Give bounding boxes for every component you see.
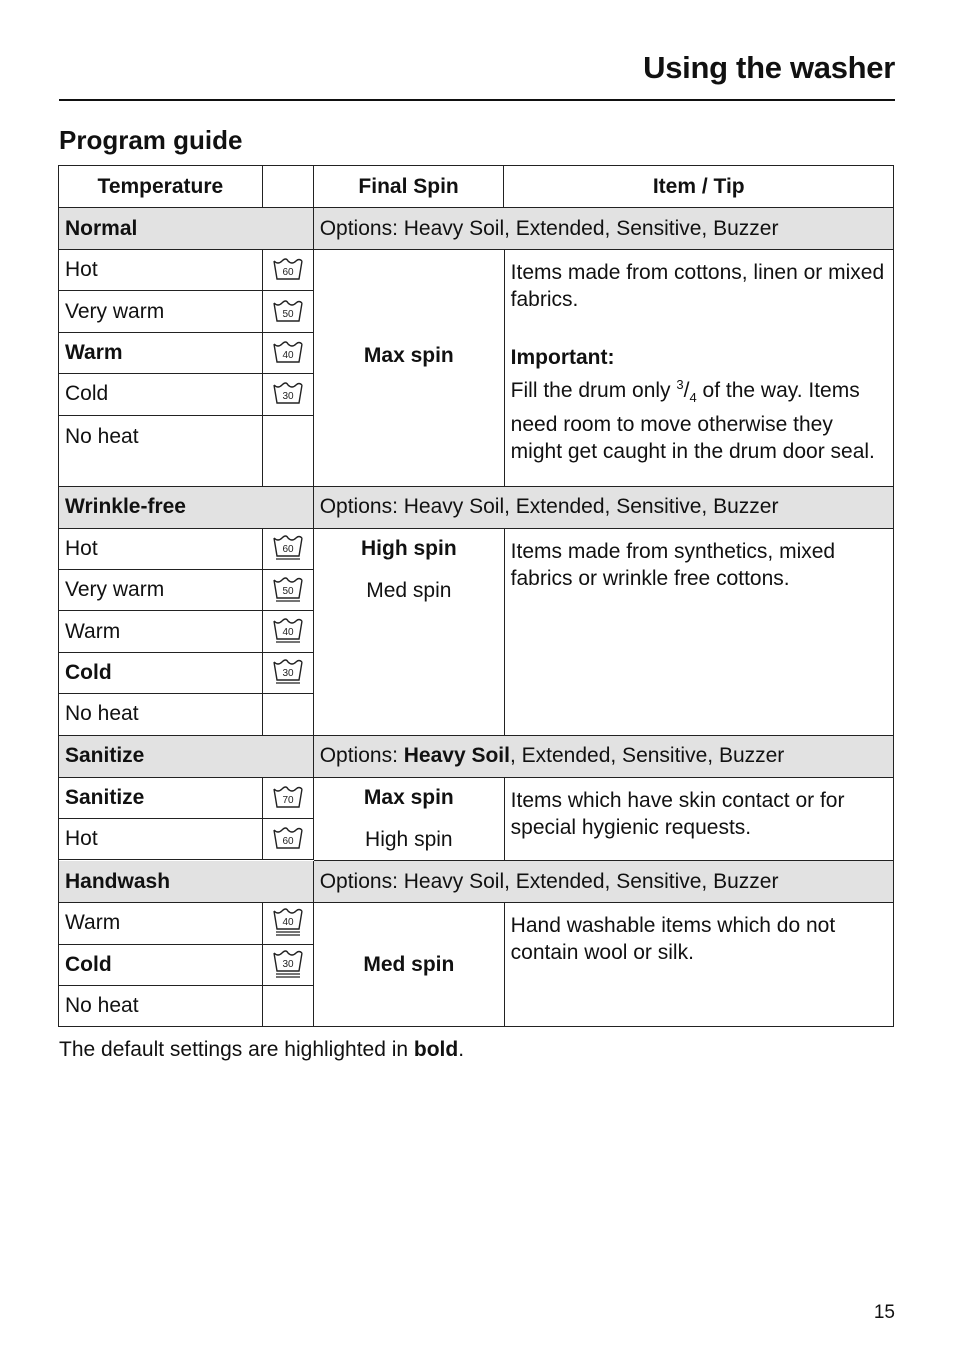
page-number: 15: [873, 1302, 895, 1323]
item-tip-cell: [505, 250, 894, 487]
program-block-handwash: [59, 903, 894, 1027]
program-name: Normal: [59, 208, 314, 250]
wash-temp-number: 30: [282, 958, 294, 970]
wash-tub-symbol: [272, 382, 304, 406]
wash-tub-symbol: [272, 300, 304, 324]
wash-temp-icon-empty: [263, 694, 314, 735]
wash-tub-symbol: [272, 950, 304, 980]
wash-temp-number: 50: [282, 585, 294, 597]
temp-row: [59, 819, 314, 860]
wash-temp-icon: [263, 374, 314, 415]
wash-temp-icon: [263, 945, 314, 986]
tip-text: Hand washable items which do not contain wool or silk.: [510, 914, 836, 965]
wash-temp-number: 50: [282, 308, 294, 320]
wash-temp-number: 30: [282, 391, 294, 403]
column-header-final-spin: Final Spin: [314, 166, 505, 208]
options-list: Heavy Soil, Extended, Sensitive, Buzzer: [403, 869, 779, 893]
item-tip-cell: [505, 903, 894, 1027]
item-tip-cell: [505, 778, 894, 862]
important-label: Important:: [510, 346, 615, 369]
wash-temp-icon-empty: [263, 986, 314, 1027]
options-prefix: Options:: [319, 869, 404, 893]
wash-tub-symbol: [272, 908, 304, 938]
temp-label: Cold: [59, 374, 263, 415]
temp-row: [59, 653, 314, 694]
options-prefix: Options:: [319, 216, 404, 240]
fraction-slash: /: [683, 379, 690, 402]
program-options: [314, 487, 894, 529]
temp-row: [59, 416, 314, 487]
wash-tub-symbol: [272, 618, 304, 645]
important-text-part: Fill the drum only: [510, 379, 677, 402]
temp-label-default: Cold: [59, 945, 263, 986]
wash-temp-number: 40: [282, 627, 294, 639]
wash-temp-icon: [263, 291, 314, 332]
temp-label: Very warm: [59, 291, 263, 332]
footnote: [59, 1038, 464, 1062]
footnote-period: .: [458, 1038, 465, 1061]
wash-tub-symbol: [272, 659, 304, 686]
tip-text: Items made from cottons, linen or mixed fabrics.: [510, 261, 885, 311]
temp-row: [59, 903, 314, 944]
temp-label: Warm: [59, 903, 263, 944]
footnote-bold-word: bold: [413, 1038, 459, 1061]
final-spin-cell: [314, 903, 505, 1027]
wash-temp-icon: [263, 819, 314, 860]
wash-tub-symbol: [272, 341, 304, 365]
wash-temp-icon: [263, 333, 314, 374]
header-divider: [59, 99, 895, 101]
temp-label-default: Warm: [59, 333, 263, 374]
temp-label: No heat: [59, 416, 263, 487]
temp-row: [59, 694, 314, 735]
page-header-title: Using the washer: [643, 50, 895, 85]
program-block-sanitize: [59, 778, 894, 862]
temp-label: Hot: [59, 529, 263, 570]
options-list: Heavy Soil, Extended, Sensitive, Buzzer: [403, 495, 779, 519]
temp-label: Hot: [59, 819, 263, 860]
wash-temp-number: 60: [282, 267, 294, 279]
temp-row: [59, 291, 314, 332]
wash-temp-number: 40: [282, 917, 294, 929]
tip-text: Items which have skin contact or for special hygienic requests.: [510, 788, 845, 839]
wash-temp-number: 30: [282, 668, 294, 680]
program-row-sanitize: [59, 736, 894, 778]
temp-label-default: Cold: [59, 653, 263, 694]
wash-tub-symbol: [272, 577, 304, 604]
important-text-part: of the way. Items need room to move otherwise they might get caught in the drum door seal.: [510, 379, 875, 464]
temp-row: [59, 986, 314, 1027]
program-block-wrinkle-free: [59, 529, 894, 736]
tip-text: Items made from synthetics, mixed fabrics or wrinkle free cottons.: [510, 539, 836, 590]
section-title: Program guide: [59, 125, 243, 155]
fraction-denominator: 4: [689, 390, 697, 406]
wash-tub-symbol: [272, 258, 304, 282]
wash-temp-number: 60: [282, 836, 294, 848]
temp-row: [59, 333, 314, 374]
options-prefix: Options:: [319, 495, 404, 519]
table-header-row: [59, 166, 894, 208]
temp-row: [59, 374, 314, 415]
column-header-temperature: Temperature: [59, 166, 263, 208]
wash-temp-icon: [263, 570, 314, 611]
program-name: Handwash: [59, 861, 314, 903]
spin-option: High spin: [365, 827, 453, 851]
wash-temp-icon: [263, 903, 314, 944]
temp-row: [59, 611, 314, 652]
wash-temp-number: 70: [282, 794, 294, 806]
temp-label-default: Sanitize: [59, 778, 263, 819]
wash-tub-symbol: [272, 786, 304, 810]
wash-temp-icon: [263, 653, 314, 694]
wash-temp-icon: [263, 250, 314, 291]
options-list: , Extended, Sensitive, Buzzer: [509, 744, 785, 768]
program-guide-table: [58, 165, 894, 1027]
spin-default: Max spin: [363, 343, 454, 367]
wash-temp-icon-empty: [263, 416, 314, 487]
temp-row: [59, 570, 314, 611]
spin-default: Med spin: [363, 952, 455, 976]
temp-label: No heat: [59, 986, 263, 1027]
temp-label: No heat: [59, 694, 263, 735]
program-row-handwash: [59, 861, 894, 903]
options-prefix: Options:: [319, 744, 404, 768]
final-spin-cell: [314, 778, 505, 862]
program-name: Sanitize: [59, 736, 314, 778]
important-text: [511, 371, 887, 465]
temp-row: [59, 945, 314, 986]
options-default: Heavy Soil: [403, 744, 510, 768]
item-tip-cell: [505, 529, 894, 736]
wash-temp-icon: [263, 611, 314, 652]
wash-temp-number: 60: [282, 544, 294, 556]
wash-temp-icon: [263, 778, 314, 819]
final-spin-cell: [314, 250, 505, 487]
column-header-item-tip: Item / Tip: [504, 166, 894, 208]
wash-tub-symbol: [272, 535, 304, 562]
column-header-symbol: [263, 166, 314, 208]
spin-default: High spin: [361, 537, 457, 561]
final-spin-cell: [314, 529, 505, 736]
program-options: [314, 736, 894, 778]
temp-row: [59, 250, 314, 291]
program-options: [314, 208, 894, 250]
program-name: Wrinkle-free: [59, 487, 314, 529]
footnote-text: The default settings are highlighted in: [59, 1038, 414, 1061]
program-block-normal: [59, 250, 894, 487]
wash-tub-symbol: [272, 827, 304, 851]
wash-temp-number: 40: [282, 349, 294, 361]
wash-temp-icon: [263, 529, 314, 570]
temp-row: [59, 529, 314, 570]
temp-label: Very warm: [59, 570, 263, 611]
fraction-numerator: 3: [676, 377, 684, 392]
program-options: [314, 861, 894, 903]
spin-default: Max spin: [363, 786, 454, 810]
options-list: Heavy Soil, Extended, Sensitive, Buzzer: [403, 216, 779, 240]
program-row-normal: [59, 208, 894, 250]
program-row-wrinkle-free: [59, 487, 894, 529]
spin-option: Med spin: [366, 578, 452, 602]
temp-label: Warm: [59, 611, 263, 652]
temp-label: Hot: [59, 250, 263, 291]
temp-row: [59, 778, 314, 819]
